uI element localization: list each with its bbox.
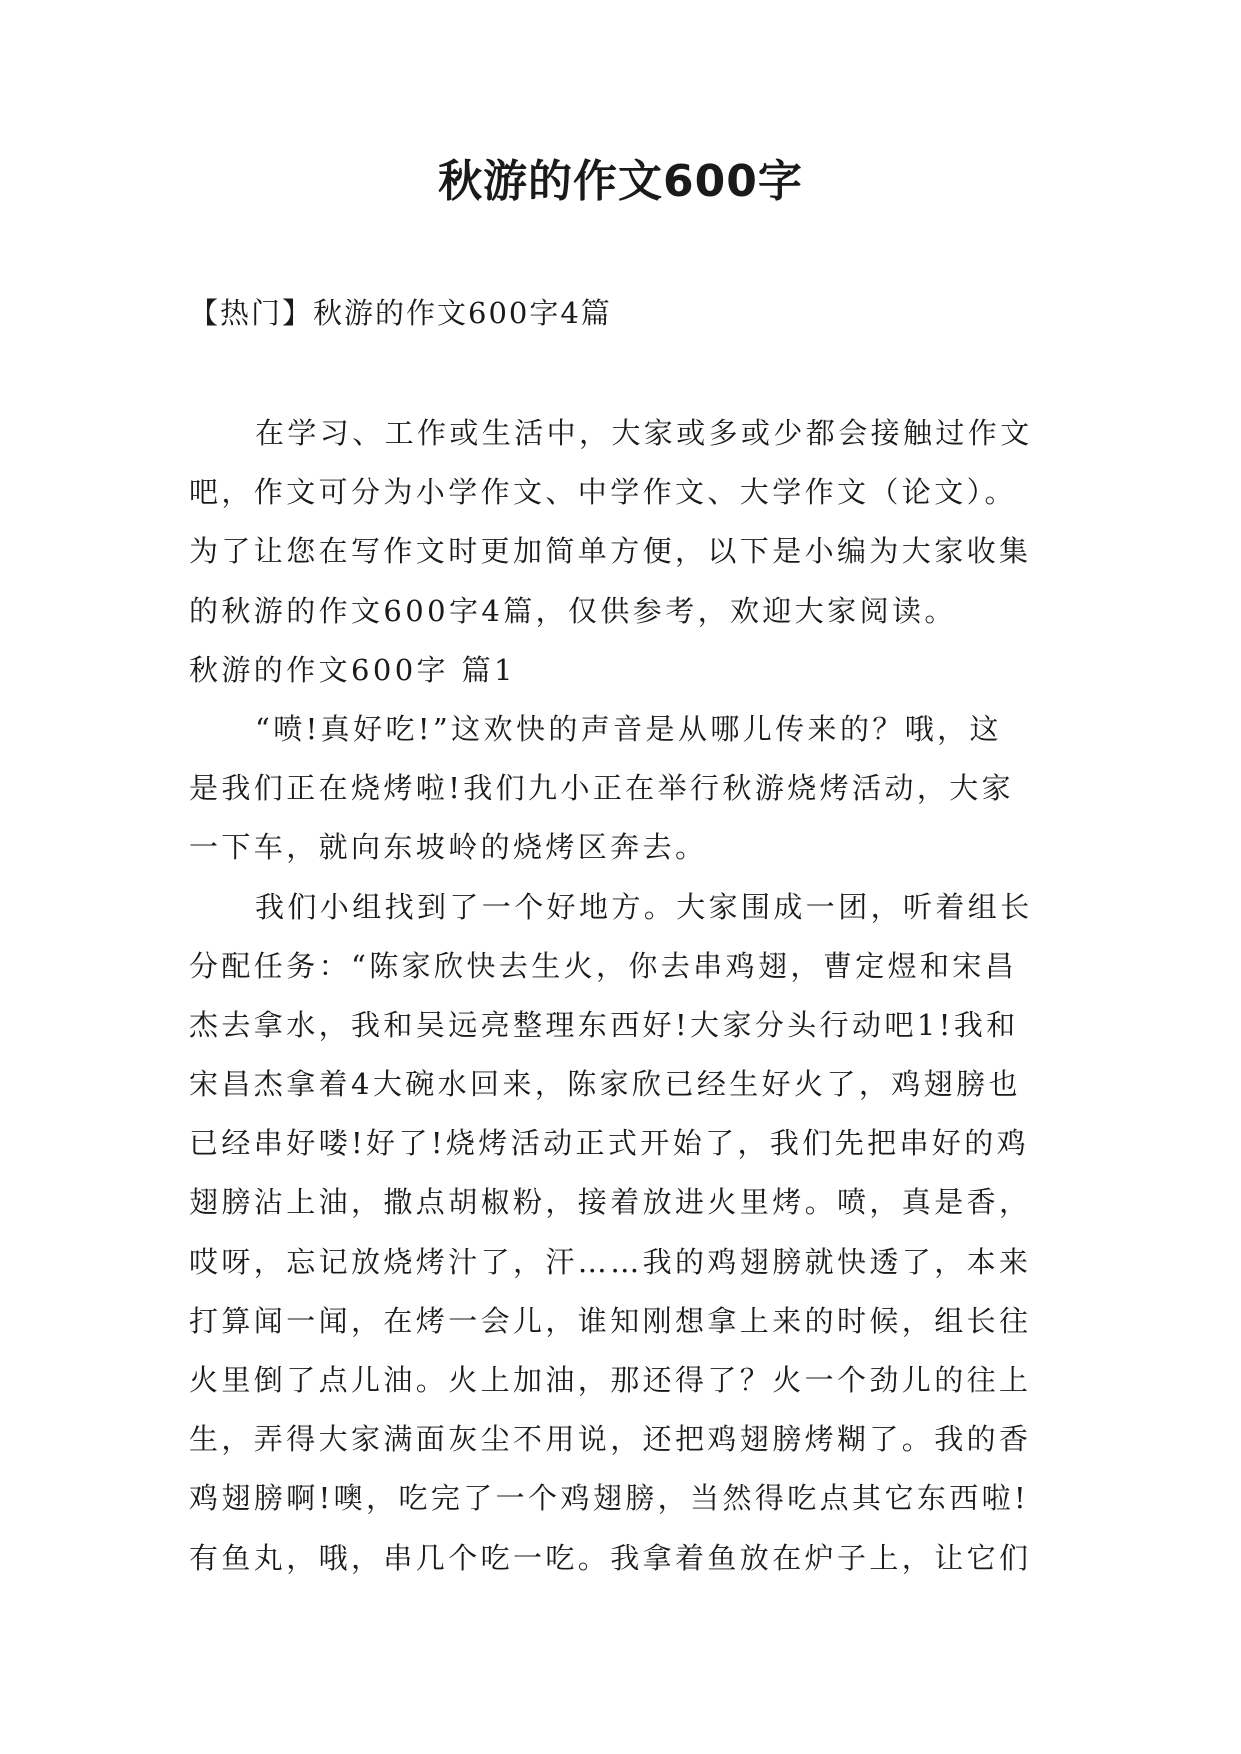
essay-body [189,404,1069,1588]
text-line: 有鱼丸，哦，串几个吃一吃。我拿着鱼放在炉子上，让它们 [189,1540,1032,1575]
text-line: 哎呀，忘记放烧烤汁了，汗……我的鸡翅膀就快透了，本来 [189,1244,1032,1279]
document-title: 秋游的作文600字 [438,156,803,207]
text-line: 生，弄得大家满面灰尘不用说，还把鸡翅膀烤糊了。我的香 [189,1422,1032,1457]
text-line: 的秋游的作文600字4篇，仅供参考，欢迎大家阅读。 [189,593,957,628]
text-line: 已经串好喽!好了!烧烤活动正式开始了，我们先把串好的鸡 [189,1126,1030,1161]
document-subtitle: 【热门】秋游的作文600字4篇 [189,296,612,330]
text-line: 在学习、工作或生活中，大家或多或少都会接触过作文 [255,416,1033,450]
text-line: 杰去拿水，我和吴远亮整理东西好!大家分头行动吧1!我和 [189,1007,1019,1042]
text-line: 鸡翅膀啊!噢，吃完了一个鸡翅膀，当然得吃点其它东西啦! [189,1481,1030,1516]
text-line: “喷!真好吃!”这欢快的声音是从哪儿传来的？哦，这 [255,711,1002,746]
text-line: 宋昌杰拿着4大碗水回来，陈家欣已经生好火了，鸡翅膀也 [189,1067,1021,1102]
text-line: 打算闻一闻，在烤一会儿，谁知刚想拿上来的时候，组长往 [189,1303,1032,1338]
text-line: 我们小组找到了一个好地方。大家围成一团，听着组长 [255,889,1033,924]
text-line: 为了让您在写作文时更加简单方便，以下是小编为大家收集 [189,534,1032,569]
text-line: 秋游的作文600字 篇1 [189,652,516,687]
text-line: 分配任务：“陈家欣快去生火，你去串鸡翅，曹定煜和宋昌 [189,948,1018,983]
text-line: 火里倒了点儿油。火上加油，那还得了？火一个劲儿的往上 [189,1363,1032,1397]
text-line: 一下车，就向东坡岭的烧烤区奔去。 [189,830,708,865]
text-line: 是我们正在烧烤啦!我们九小正在举行秋游烧烤活动，大家 [189,771,1015,806]
text-line: 翅膀沾上油，撒点胡椒粉，接着放进火里烤。喷，真是香， [189,1185,1032,1220]
text-line: 吧，作文可分为小学作文、中学作文、大学作文（论文）。 [189,475,1017,510]
